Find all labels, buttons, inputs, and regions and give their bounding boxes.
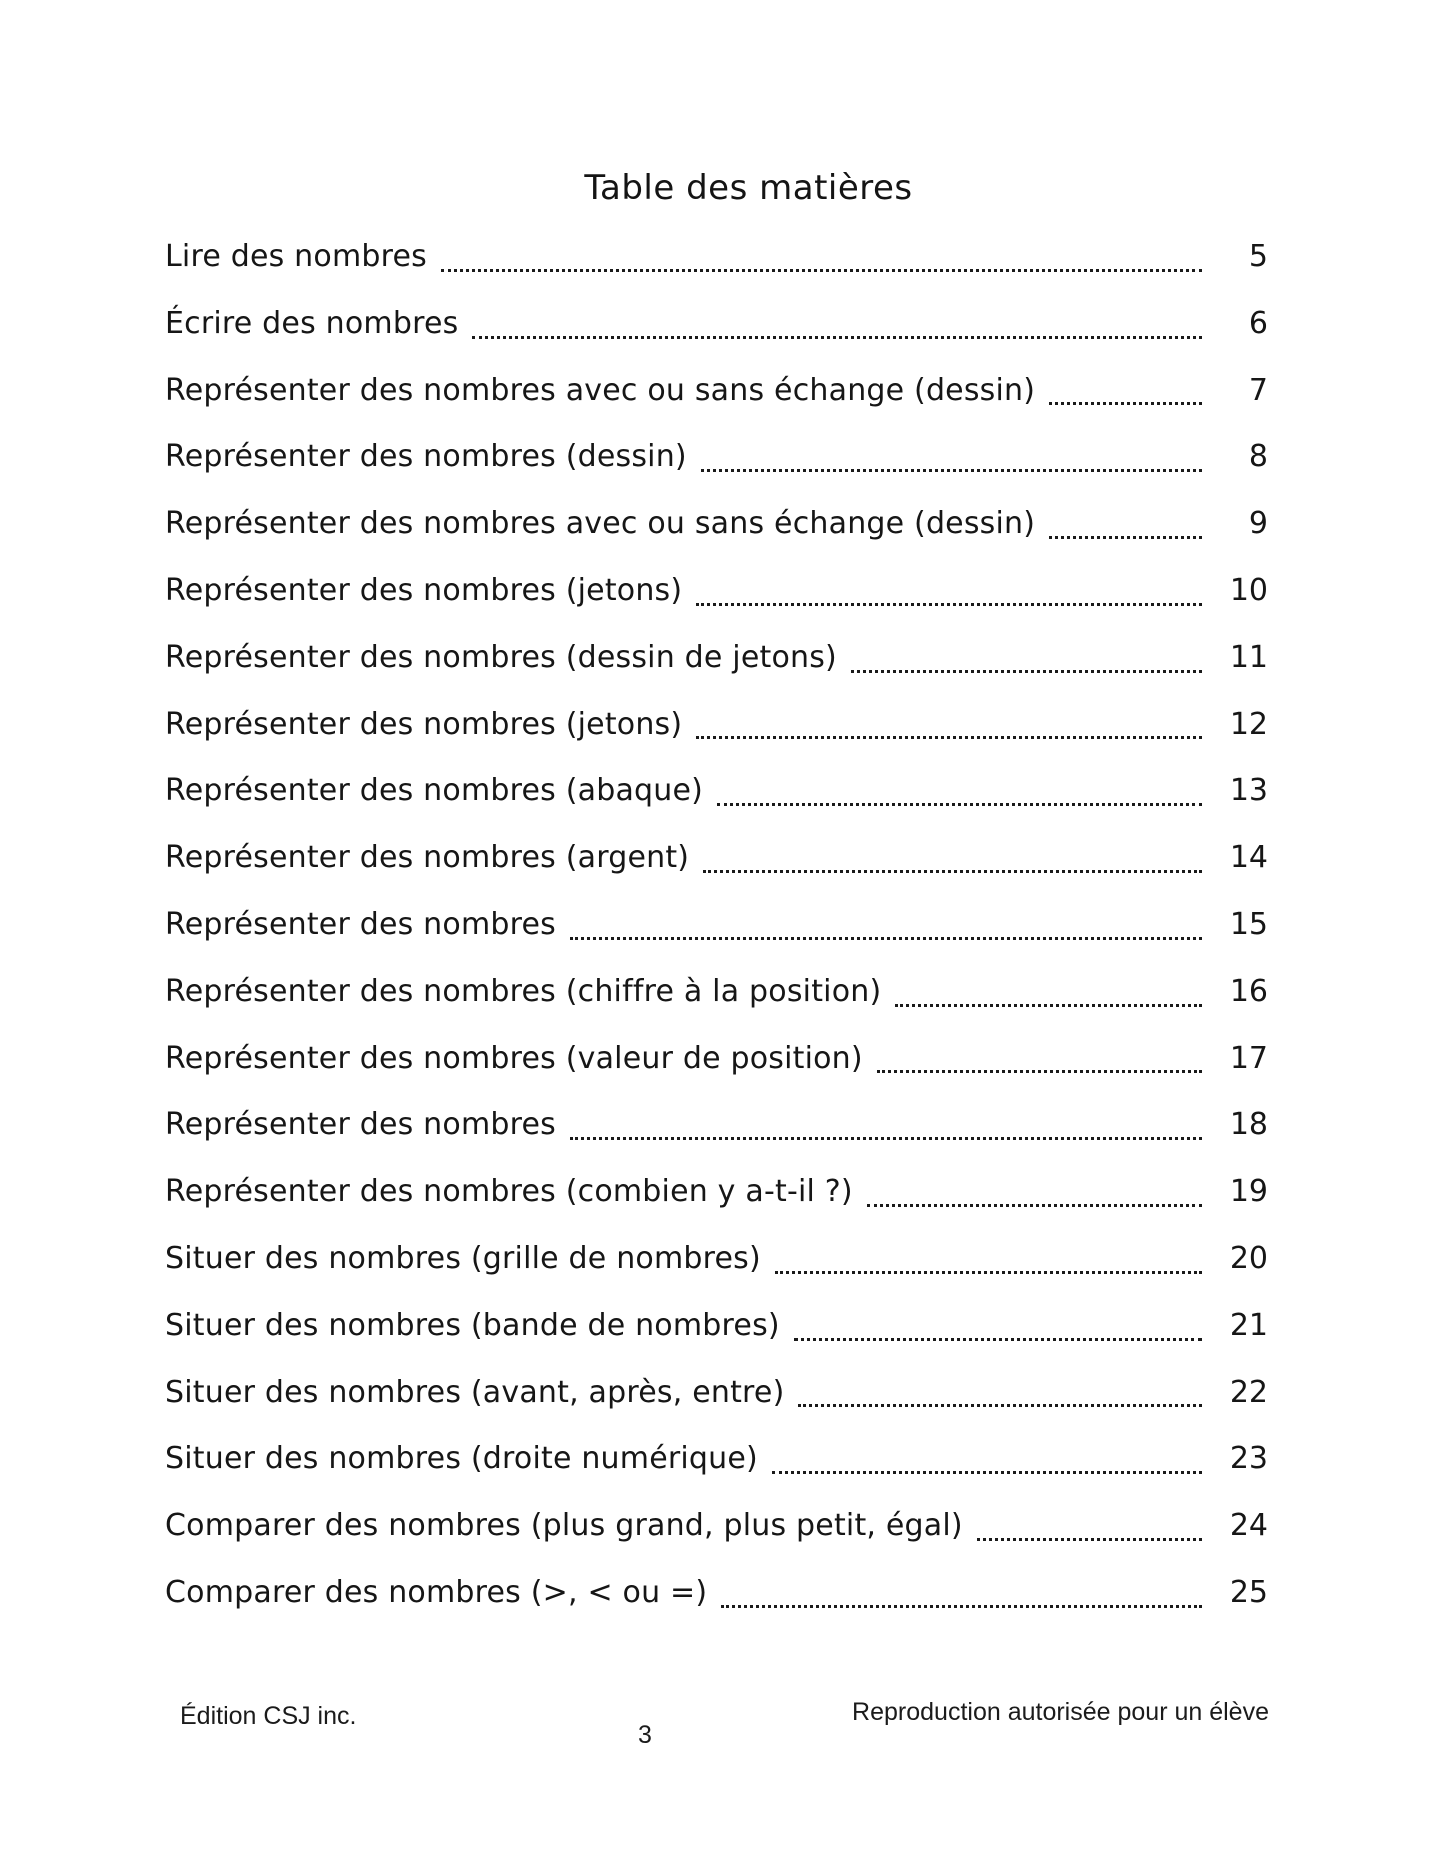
toc-entry — [165, 491, 1268, 558]
toc-dotted-leader — [472, 336, 1202, 339]
toc-dotted-leader — [721, 1605, 1202, 1608]
toc-entry-label: Représenter des nombres avec ou sans échange (dessin) — [165, 372, 1036, 408]
toc-entry-page-number: 25 — [1229, 1574, 1268, 1610]
toc-entry-label: Lire des nombres — [165, 239, 427, 274]
toc-entry-label: Représenter des nombres — [165, 1107, 556, 1143]
toc-entry — [165, 1426, 1268, 1493]
toc-dotted-leader — [775, 1271, 1202, 1274]
toc-dotted-leader — [877, 1070, 1202, 1073]
toc-entry-label: Représenter des nombres (valeur de position) — [165, 1040, 863, 1076]
toc-entry-label: Représenter des nombres (jetons) — [165, 572, 683, 608]
toc-entry-label: Représenter des nombres (chiffre à la position) — [165, 973, 882, 1009]
footer-page-number: 3 — [638, 1721, 652, 1749]
toc-entry-page-number: 16 — [1229, 973, 1268, 1009]
toc-dotted-leader — [570, 937, 1202, 940]
toc-entry-page-number: 24 — [1229, 1508, 1268, 1544]
toc-list — [165, 224, 1268, 1627]
toc-entry-label: Situer des nombres (bande de nombres) — [165, 1307, 780, 1343]
toc-dotted-leader — [696, 603, 1202, 606]
toc-entry-label: Écrire des nombres — [165, 305, 459, 341]
toc-entry — [165, 558, 1268, 625]
footer-publisher: Édition CSJ inc. — [180, 1702, 357, 1730]
toc-dotted-leader — [441, 269, 1202, 272]
toc-entry-page-number: 5 — [1248, 239, 1268, 274]
toc-dotted-leader — [851, 670, 1202, 673]
toc-entry-page-number: 23 — [1229, 1441, 1268, 1477]
toc-entry-label: Représenter des nombres (argent) — [165, 840, 690, 876]
toc-entry — [165, 1560, 1268, 1627]
toc-entry-label: Représenter des nombres (combien y a-t-il ?) — [165, 1174, 853, 1210]
toc-entry-page-number: 13 — [1229, 773, 1268, 809]
toc-entry — [165, 1159, 1268, 1226]
toc-entry-label: Représenter des nombres avec ou sans échange (dessin) — [165, 506, 1036, 542]
toc-entry-page-number: 12 — [1229, 706, 1268, 742]
page-title: Table des matières — [584, 168, 913, 208]
toc-dotted-leader — [717, 803, 1202, 806]
toc-entry-page-number: 18 — [1229, 1107, 1268, 1143]
toc-dotted-leader — [867, 1204, 1202, 1207]
toc-entry-page-number: 6 — [1248, 305, 1268, 341]
toc-entry — [165, 625, 1268, 692]
toc-entry-page-number: 21 — [1229, 1307, 1268, 1343]
toc-dotted-leader — [701, 469, 1202, 472]
toc-entry-page-number: 22 — [1229, 1374, 1268, 1410]
toc-entry-label: Comparer des nombres (>, < ou =) — [165, 1574, 708, 1610]
toc-entry — [165, 224, 1268, 291]
toc-entry-label: Comparer des nombres (plus grand, plus petit, égal) — [165, 1508, 963, 1544]
toc-entry-page-number: 17 — [1229, 1040, 1268, 1076]
toc-entry — [165, 1293, 1268, 1360]
toc-entry-page-number: 14 — [1229, 840, 1268, 876]
toc-entry — [165, 959, 1268, 1026]
toc-entry-page-number: 10 — [1229, 572, 1268, 608]
toc-dotted-leader — [1049, 402, 1202, 405]
toc-entry — [165, 1226, 1268, 1293]
toc-dotted-leader — [794, 1338, 1202, 1341]
toc-entry-label: Représenter des nombres (dessin) — [165, 439, 687, 475]
toc-entry-label: Situer des nombres (grille de nombres) — [165, 1240, 761, 1276]
toc-entry-page-number: 9 — [1248, 506, 1268, 542]
toc-entry-page-number: 15 — [1229, 906, 1268, 942]
toc-entry — [165, 892, 1268, 959]
toc-entry — [165, 692, 1268, 759]
toc-entry — [165, 1026, 1268, 1093]
toc-entry-label: Représenter des nombres (jetons) — [165, 706, 683, 742]
toc-entry — [165, 1493, 1268, 1560]
toc-entry — [165, 424, 1268, 491]
toc-entry-label: Représenter des nombres — [165, 906, 556, 942]
toc-entry — [165, 358, 1268, 425]
toc-entry — [165, 825, 1268, 892]
toc-dotted-leader — [696, 736, 1202, 739]
toc-entry-page-number: 11 — [1229, 639, 1268, 675]
toc-dotted-leader — [1049, 536, 1202, 539]
toc-entry-label: Représenter des nombres (abaque) — [165, 773, 704, 809]
toc-dotted-leader — [977, 1538, 1202, 1541]
toc-dotted-leader — [772, 1471, 1202, 1474]
toc-entry-label: Représenter des nombres (dessin de jetons) — [165, 639, 837, 675]
footer-reproduction-notice: Reproduction autorisée pour un élève — [852, 1698, 1269, 1726]
toc-entry — [165, 291, 1268, 358]
toc-entry-page-number: 7 — [1248, 372, 1268, 408]
toc-entry-page-number: 19 — [1229, 1174, 1268, 1210]
toc-entry — [165, 758, 1268, 825]
toc-dotted-leader — [570, 1137, 1202, 1140]
toc-dotted-leader — [895, 1004, 1202, 1007]
toc-entry-page-number: 20 — [1229, 1240, 1268, 1276]
toc-entry — [165, 1092, 1268, 1159]
toc-entry — [165, 1360, 1268, 1427]
toc-entry-label: Situer des nombres (avant, après, entre) — [165, 1374, 785, 1410]
toc-dotted-leader — [703, 870, 1202, 873]
toc-entry-label: Situer des nombres (droite numérique) — [165, 1441, 758, 1477]
toc-dotted-leader — [798, 1404, 1202, 1407]
toc-entry-page-number: 8 — [1248, 439, 1268, 475]
